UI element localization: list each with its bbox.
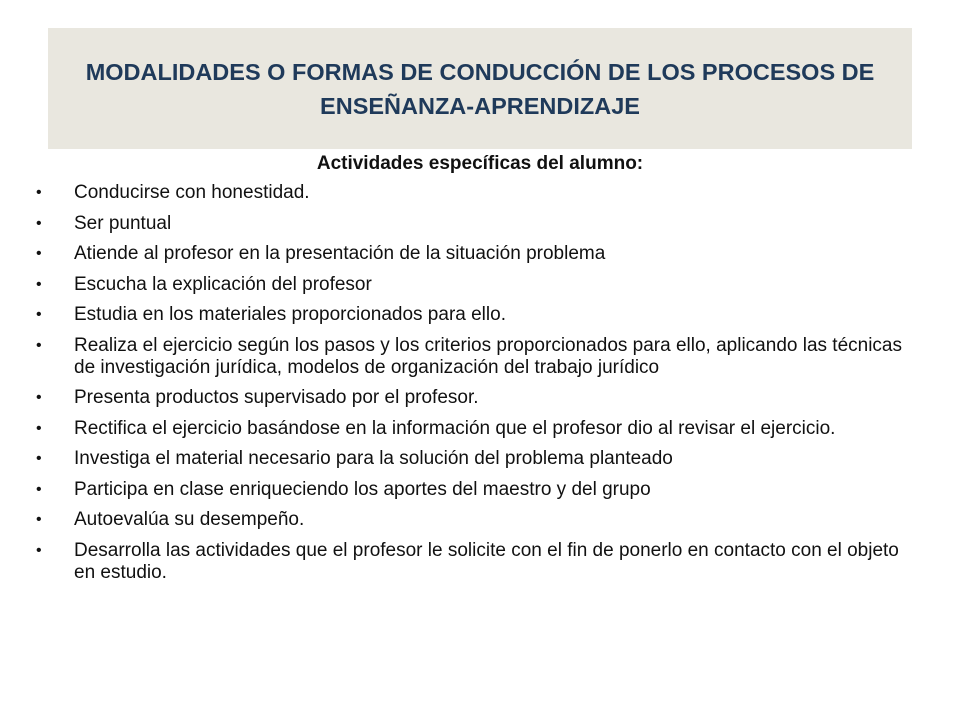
- bullet-item: [36, 335, 906, 379]
- bullet-icon: •: [36, 214, 42, 232]
- bullet-icon: •: [36, 184, 42, 201]
- bullet-item: [36, 243, 906, 265]
- bullet-icon: •: [36, 389, 42, 406]
- bullet-text: Investiga el material necesario para la solución del problema planteado: [74, 448, 673, 469]
- bullet-text: Escucha la explicación del profesor: [74, 273, 372, 295]
- bullet-item: [36, 509, 906, 531]
- bullet-item: [36, 540, 906, 584]
- bullet-text: Conducirse con honestidad.: [74, 182, 310, 203]
- bullet-text: Presenta productos supervisado por el profesor.: [74, 387, 479, 408]
- bullet-text: Rectifica el ejercicio basándose en la información que el profesor dio al revisar el ejercicio.: [74, 417, 836, 439]
- bullet-list: [36, 182, 906, 592]
- bullet-icon: •: [36, 336, 42, 354]
- bullet-icon: •: [36, 450, 42, 467]
- bullet-text: Ser puntual: [74, 212, 172, 234]
- bullet-item: [36, 304, 906, 326]
- bullet-icon: •: [36, 245, 42, 262]
- bullet-item: [36, 479, 906, 501]
- bullet-icon: •: [36, 480, 42, 498]
- bullet-text: Autoevalúa su desempeño.: [74, 509, 305, 530]
- bullet-text: Realiza el ejercicio según los pasos y los criterios proporcionados para ello, aplicando las técnicas de investigación jurídica, modelos de organización del trabajo jurídico: [74, 334, 902, 378]
- bullet-text: Atiende al profesor en la presentación de la situación problema: [74, 243, 606, 264]
- bullet-item: [36, 448, 906, 470]
- section-subtitle: Actividades específicas del alumno:: [316, 153, 644, 174]
- title-banner: [48, 28, 912, 149]
- bullet-icon: •: [36, 419, 42, 437]
- bullet-icon: •: [36, 541, 42, 559]
- slide-title: MODALIDADES O FORMAS DE CONDUCCIÓN DE LOS PROCESOS DE ENSEÑANZA-APRENDIZAJE: [85, 58, 875, 119]
- bullet-item: [36, 182, 906, 204]
- bullet-icon: •: [36, 511, 42, 528]
- bullet-icon: •: [36, 306, 42, 323]
- bullet-item: [36, 274, 906, 296]
- bullet-item: [36, 213, 906, 235]
- bullet-text: Estudia en los materiales proporcionados para ello.: [74, 304, 506, 325]
- bullet-text: Desarrolla las actividades que el profesor le solicite con el fin de ponerlo en contacto con el objeto en estudio.: [74, 539, 899, 583]
- bullet-icon: •: [36, 275, 42, 293]
- bullet-item: [36, 387, 906, 409]
- bullet-text: Participa en clase enriqueciendo los aportes del maestro y del grupo: [74, 478, 651, 500]
- bullet-item: [36, 418, 906, 440]
